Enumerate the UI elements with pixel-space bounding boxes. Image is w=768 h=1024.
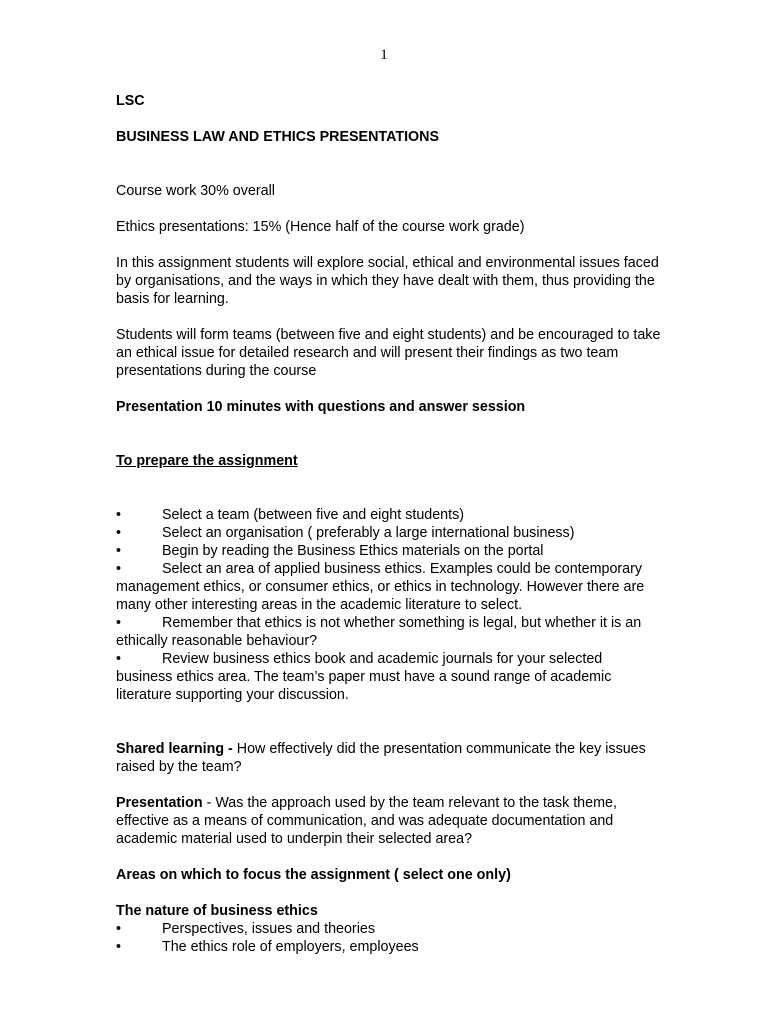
bullet-icon: •: [116, 615, 122, 631]
list-item: [116, 506, 661, 524]
focus-heading: Areas on which to focus the assignment ( select one only): [116, 867, 511, 883]
list-item-text: Select an area of applied business ethics. Examples could be contemporary management ethics, or consumer ethics, or ethics in technology. However there are many other interesting areas in the academic literature to select.: [116, 561, 645, 613]
list-item-text: Select an organisation ( preferably a large international business): [162, 525, 575, 541]
focus-list: [116, 920, 661, 956]
focus-subheading: The nature of business ethics: [116, 903, 318, 919]
list-item: [116, 560, 661, 614]
list-item-text: The ethics role of employers, employees: [162, 939, 419, 955]
list-item: [116, 614, 661, 650]
ethics-weight: Ethics presentations: 15% (Hence half of the course work grade): [116, 219, 525, 235]
list-item: [116, 938, 661, 956]
prepare-list: [116, 506, 661, 704]
list-item-text: Remember that ethics is not whether something is legal, but whether it is an ethically reasonable behaviour?: [116, 615, 642, 649]
bullet-icon: •: [116, 939, 122, 955]
presentation-label: Presentation: [116, 795, 203, 811]
prepare-heading: To prepare the assignment: [116, 453, 298, 469]
list-item: [116, 542, 661, 560]
bullet-icon: •: [116, 543, 122, 559]
list-item-text: Review business ethics book and academic journals for your selected business ethics area. The team’s paper must have a sound range of academic literature supporting your discussion.: [116, 651, 612, 703]
bullet-icon: •: [116, 651, 122, 667]
page-number: 1: [380, 47, 388, 63]
shared-learning-text: How effectively did the presentation communicate the key issues raised by the team?: [116, 741, 646, 775]
intro-paragraph: In this assignment students will explore social, ethical and environmental issues faced by organisations, and the ways in which they have dealt with them, thus providing the basis for learning.: [116, 255, 659, 307]
bullet-icon: •: [116, 561, 122, 577]
document-body: [116, 92, 661, 956]
presentation-criterion: [116, 794, 661, 848]
teams-paragraph: Students will form teams (between five and eight students) and be encouraged to take an ethical issue for detailed research and will present their findings as two team presentations during the course: [116, 327, 661, 379]
document-title: BUSINESS LAW AND ETHICS PRESENTATIONS: [116, 129, 440, 145]
list-item: [116, 650, 661, 704]
presentation-text: - Was the approach used by the team relevant to the task theme, effective as a means of communication, and was adequate documentation and academic material used to underpin their selected area?: [116, 795, 617, 847]
bullet-icon: •: [116, 507, 122, 523]
shared-learning-criterion: [116, 740, 661, 776]
bullet-icon: •: [116, 525, 122, 541]
presentation-note: Presentation 10 minutes with questions and answer session: [116, 399, 526, 415]
shared-learning-label: Shared learning -: [116, 741, 233, 757]
list-item: [116, 524, 661, 542]
list-item: [116, 920, 661, 938]
bullet-icon: •: [116, 921, 122, 937]
coursework-weight: Course work 30% overall: [116, 183, 275, 199]
org-heading: LSC: [116, 93, 145, 109]
list-item-text: Perspectives, issues and theories: [162, 921, 375, 937]
list-item-text: Select a team (between five and eight students): [162, 507, 465, 523]
list-item-text: Begin by reading the Business Ethics materials on the portal: [162, 543, 544, 559]
